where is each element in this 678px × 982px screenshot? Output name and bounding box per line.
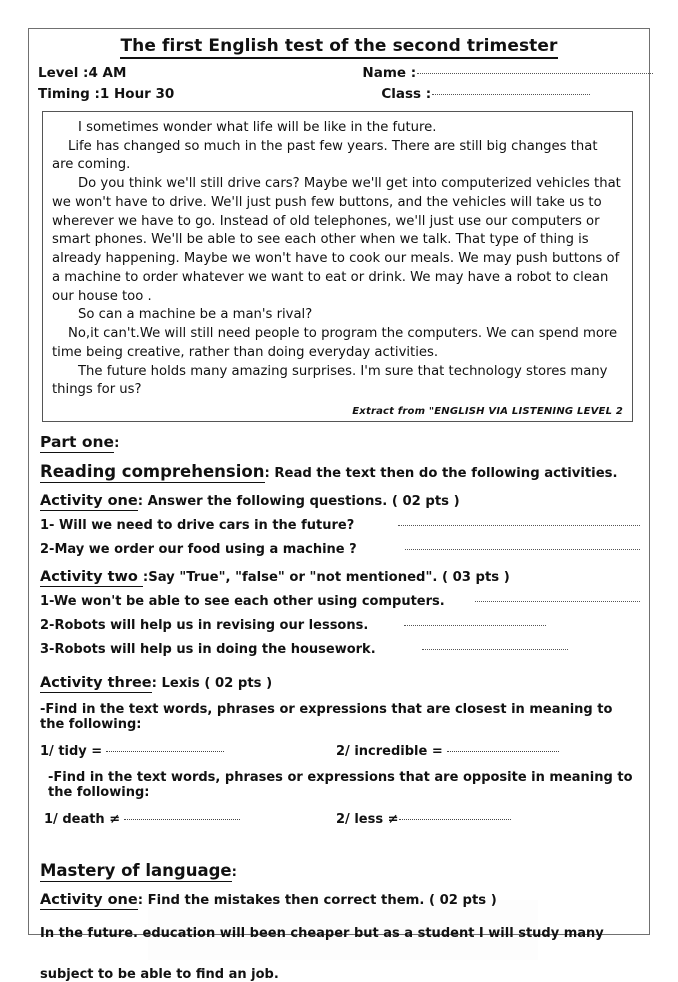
answer-line[interactable] bbox=[422, 649, 568, 650]
page-title-text: The first English test of the second trimester bbox=[120, 36, 557, 59]
passage-attribution: Extract from "ENGLISH VIA LISTENING LEVEL 2 bbox=[352, 406, 623, 418]
name-field-group bbox=[362, 65, 653, 81]
synonym-item bbox=[336, 744, 559, 759]
page-title bbox=[28, 36, 650, 56]
passage-paragraph: So can a machine be a man's rival? bbox=[78, 307, 313, 323]
mastery-heading-colon: : bbox=[231, 865, 237, 881]
answer-line[interactable] bbox=[447, 751, 559, 752]
antonym-answer-row bbox=[40, 812, 640, 827]
antonyms-prompt-post: in meaning to the following: bbox=[48, 770, 633, 801]
mastery-activity-one-instruction: : Find the mistakes then correct them. ( 02 pts ) bbox=[137, 893, 497, 909]
antonym-item bbox=[44, 812, 336, 827]
passage-paragraph: The future holds many amazing surprises. I'm sure that technology stores many things for us? bbox=[52, 363, 608, 398]
question-row bbox=[40, 518, 640, 533]
synonyms-prompt bbox=[40, 702, 640, 732]
answer-line[interactable] bbox=[399, 819, 511, 820]
synonyms-prompt-keyword: closest bbox=[454, 702, 507, 718]
answer-line[interactable] bbox=[106, 751, 224, 752]
statement-row bbox=[40, 594, 640, 609]
part-one-heading-colon: : bbox=[114, 436, 120, 452]
antonym-label: 1/ death ≠ bbox=[44, 812, 121, 828]
question-text: 2-May we order our food using a machine ? bbox=[40, 542, 357, 558]
answer-line[interactable] bbox=[405, 549, 640, 550]
mistake-sentence-line-1: In the future. education will been cheaper but as a student I will study many bbox=[40, 926, 604, 942]
question-row bbox=[40, 542, 640, 557]
reading-comprehension-heading bbox=[40, 462, 640, 481]
synonyms-prompt-pre: -Find in the text words, phrases or expressions that are bbox=[40, 702, 455, 718]
meta-row-timing-class bbox=[28, 86, 650, 102]
part-one-heading-text: Part one bbox=[40, 433, 115, 452]
activity-two-instruction: :Say "True", "false" or "not mentioned". ( 03 pts ) bbox=[142, 570, 510, 586]
activity-one-title: Activity one bbox=[40, 493, 138, 510]
mastery-activity-one-title: Activity one bbox=[40, 892, 138, 909]
answer-line[interactable] bbox=[475, 601, 640, 602]
reading-comprehension-title: Reading comprehension bbox=[40, 462, 265, 482]
passage-paragraph: Do you think we'll still drive cars? Maybe we'll get into computerized vehicles that we won't have to drive. We'll just push few buttons, and the vehicles will take us to wherever we have to go. Instead of old telephones, we'll just use our computers or smart phones. We'll be able to see each other when we talk. That type of thing is already happening. Maybe we won't have to cook our meals. We may push buttons of a machine to order whatever we want to eat or drink. We may have a robot to clean our house too . bbox=[52, 176, 621, 304]
reading-passage-box bbox=[42, 111, 633, 422]
class-field-group bbox=[381, 86, 590, 102]
exam-body bbox=[28, 433, 650, 982]
answer-line[interactable] bbox=[124, 819, 240, 820]
mastery-activity-one-heading bbox=[40, 892, 640, 908]
class-input-line[interactable] bbox=[432, 94, 590, 95]
passage-paragraph: I sometimes wonder what life will be like in the future. bbox=[78, 120, 437, 135]
antonym-label: 2/ less ≠ bbox=[336, 812, 399, 828]
antonyms-prompt-pre: -Find in the text words, phrases or expressions that are bbox=[48, 770, 463, 786]
activity-three-instruction: : Lexis ( 02 pts ) bbox=[151, 676, 273, 692]
activity-one-heading bbox=[40, 493, 640, 509]
statement-row bbox=[40, 642, 640, 657]
class-label: Class : bbox=[381, 86, 432, 102]
name-input-line[interactable] bbox=[417, 73, 653, 74]
passage-paragraph: Life has changed so much in the past few years. There are still big changes that are coming. bbox=[52, 138, 598, 173]
antonyms-prompt-keyword: opposite bbox=[462, 770, 527, 786]
synonym-item bbox=[40, 744, 336, 759]
question-text: 1- Will we need to drive cars in the future? bbox=[40, 518, 355, 534]
passage-paragraph: No,it can't.We will still need people to program the computers. We can spend more time being creative, rather than doing everyday activities. bbox=[52, 326, 618, 360]
mistake-sentence-line-2: subject to be able to find an job. bbox=[40, 967, 279, 982]
statement-text: 2-Robots will help us in revising our lessons. bbox=[40, 618, 369, 634]
synonym-label: 2/ incredible = bbox=[336, 744, 443, 760]
synonym-label: 1/ tidy = bbox=[40, 744, 103, 760]
document-page bbox=[28, 28, 650, 982]
activity-three-heading bbox=[40, 675, 640, 691]
meta-row-level-name bbox=[28, 65, 650, 81]
mastery-of-language-heading bbox=[40, 861, 640, 880]
activity-two-heading bbox=[40, 569, 640, 585]
part-one-heading bbox=[40, 433, 640, 451]
activity-three-title: Activity three bbox=[40, 675, 152, 692]
antonyms-prompt bbox=[40, 770, 640, 800]
synonyms-prompt-post: in meaning to the following: bbox=[40, 702, 613, 733]
reading-comprehension-instruction: : Read the text then do the following activities. bbox=[264, 466, 618, 482]
mastery-heading-text: Mastery of language bbox=[40, 861, 232, 881]
statement-row bbox=[40, 618, 640, 633]
antonym-item bbox=[336, 812, 511, 827]
name-label: Name : bbox=[362, 65, 417, 81]
activity-two-title: Activity two bbox=[40, 569, 143, 586]
synonym-answer-row bbox=[40, 744, 640, 759]
level-label: Level :4 AM bbox=[38, 65, 127, 81]
timing-label: Timing :1 Hour 30 bbox=[38, 86, 175, 102]
answer-line[interactable] bbox=[404, 625, 546, 626]
statement-text: 1-We won't be able to see each other using computers. bbox=[40, 594, 445, 610]
answer-line[interactable] bbox=[398, 525, 640, 526]
statement-text: 3-Robots will help us in doing the housework. bbox=[40, 642, 376, 658]
activity-one-instruction: : Answer the following questions. ( 02 pts ) bbox=[137, 494, 460, 510]
